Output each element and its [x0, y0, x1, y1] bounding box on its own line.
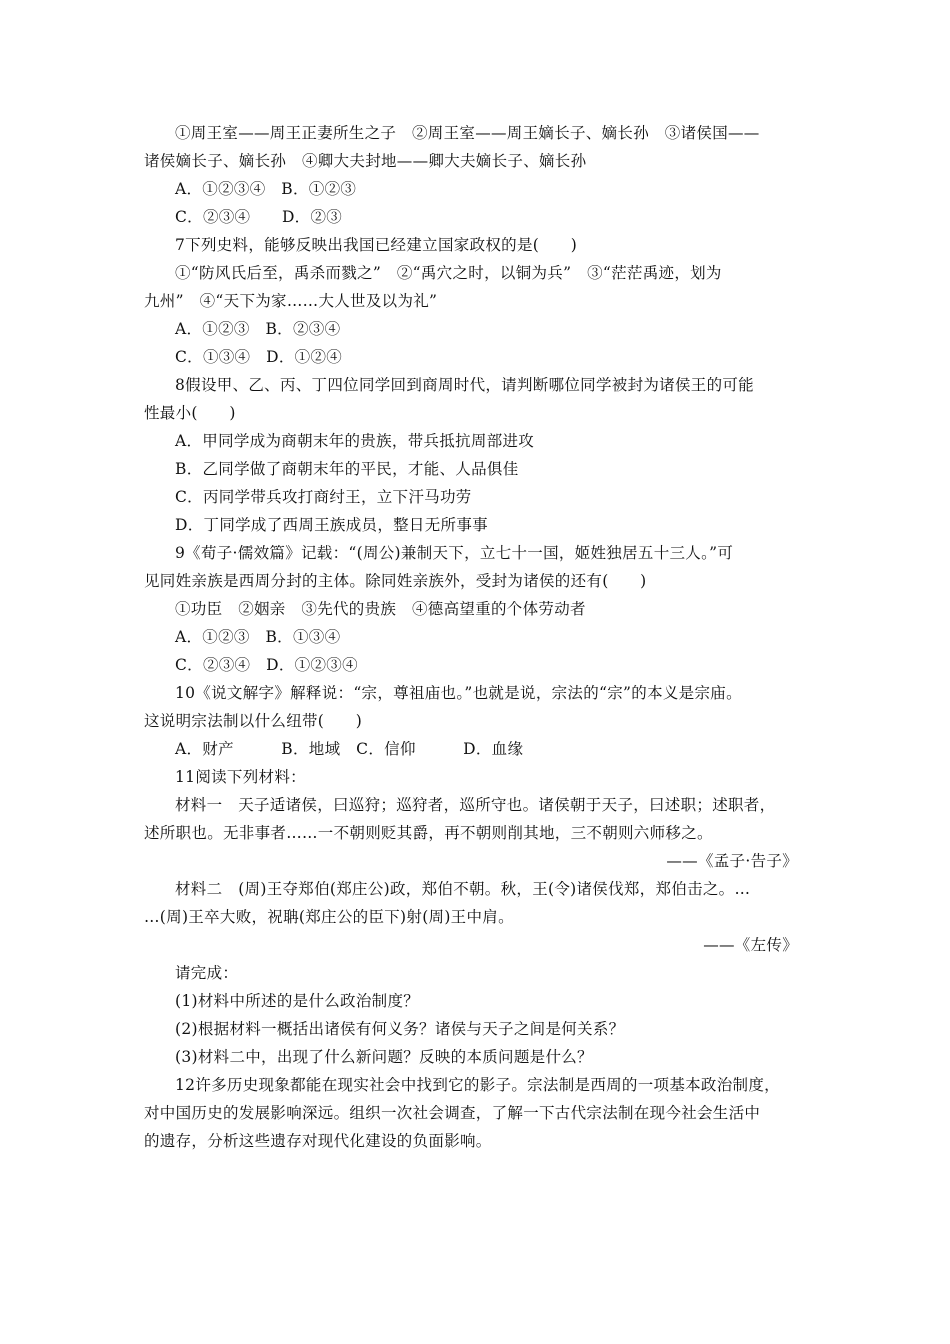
q9-items: ①功臣 ②姻亲 ③先代的贵族 ④德高望重的个体劳动者	[175, 600, 586, 618]
q6-items-line2: 诸侯嫡长子、嫡长孙 ④卿大夫封地——卿大夫嫡长子、嫡长孙	[144, 152, 587, 170]
q6-items-line1: ①周王室——周王正妻所生之子 ②周王室——周王嫡长子、嫡长孙 ③诸侯国——	[175, 124, 760, 142]
q11-prompt: 请完成：	[175, 964, 239, 982]
q8-option-c: C．丙同学带兵攻打商纣王，立下汗马功劳	[175, 488, 472, 506]
q9-stem-line2: 见同姓亲族是西周分封的主体。除同姓亲族外，受封为诸侯的还有( )	[144, 572, 647, 590]
q10-stem-line1: 10《说文解字》解释说：“宗，尊祖庙也。”也就是说，宗法的“宗”的本义是宗庙。	[175, 684, 742, 702]
q8-stem-line1: 8假设甲、乙、丙、丁四位同学回到商周时代，请判断哪位同学被封为诸侯王的可能	[175, 376, 754, 394]
q11-stem: 11阅读下列材料：	[175, 768, 306, 786]
q12-line1: 12许多历史现象都能在现实社会中找到它的影子。宗法制是西周的一项基本政治制度，	[175, 1076, 780, 1094]
q11-material1-source: ——《孟子·告子》	[666, 852, 798, 870]
q7-stem: 7下列史料，能够反映出我国已经建立国家政权的是( )	[175, 236, 578, 254]
q11-subquestion-3: (3)材料二中，出现了什么新问题？反映的本质问题是什么？	[175, 1048, 593, 1066]
q11-material2-line1: 材料二 (周)王夺郑伯(郑庄公)政，郑伯不朝。秋，王(令)诸侯伐郑，郑伯击之。…	[175, 880, 751, 898]
q11-material1-line2: 述所职也。无非事者……一不朝则贬其爵，再不朝则削其地，三不朝则六师移之。	[144, 824, 713, 842]
q10-options: A．财产 B．地域 C．信仰 D．血缘	[175, 740, 524, 758]
q8-stem-line2: 性最小( )	[144, 404, 236, 422]
q9-stem-line1: 9《荀子·儒效篇》记载：“(周公)兼制天下，立七十一国，姬姓独居五十三人。”可	[175, 544, 734, 562]
q10-stem-line2: 这说明宗法制以什么纽带( )	[144, 712, 363, 730]
q11-material1-line1: 材料一 天子适诸侯，曰巡狩；巡狩者，巡所守也。诸侯朝于天子，曰述职；述职者，	[175, 796, 776, 814]
q7-items-line1: ①“防风氏后至，禹杀而戮之” ②“禹穴之时，以铜为兵” ③“茫茫禹迹，划为	[175, 264, 722, 282]
q8-option-b: B．乙同学做了商朝末年的平民，才能、人品俱佳	[175, 460, 519, 478]
q11-subquestion-1: (1)材料中所述的是什么政治制度？	[175, 992, 420, 1010]
q11-subquestion-2: (2)根据材料一概括出诸侯有何义务？诸侯与天子之间是何关系？	[175, 1020, 625, 1038]
q8-option-a: A．甲同学成为商朝末年的贵族，带兵抵抗周部进攻	[175, 432, 535, 450]
q6-options-ab: A．①②③④ B．①②③	[175, 180, 357, 198]
q12-line3: 的遗存，分析这些遗存对现代化建设的负面影响。	[144, 1132, 492, 1150]
q11-material2-line2: …(周)王卒大败，祝聃(郑庄公的臣下)射(周)王中肩。	[144, 908, 514, 926]
q7-items-line2: 九州” ④“天下为家……大人世及以为礼”	[144, 292, 438, 310]
q9-options-cd: C．②③④ D．①②③④	[175, 656, 358, 674]
q12-line2: 对中国历史的发展影响深远。组织一次社会调查，了解一下古代宗法制在现今社会生活中	[144, 1104, 761, 1122]
q11-material2-source: ——《左传》	[703, 936, 798, 954]
q9-options-ab: A．①②③ B．①③④	[175, 628, 341, 646]
q7-options-cd: C．①③④ D．①②④	[175, 348, 343, 366]
q8-option-d: D．丁同学成了西周王族成员，整日无所事事	[175, 516, 488, 534]
q7-options-ab: A．①②③ B．②③④	[175, 320, 341, 338]
q6-options-cd: C．②③④ D．②③	[175, 208, 343, 226]
